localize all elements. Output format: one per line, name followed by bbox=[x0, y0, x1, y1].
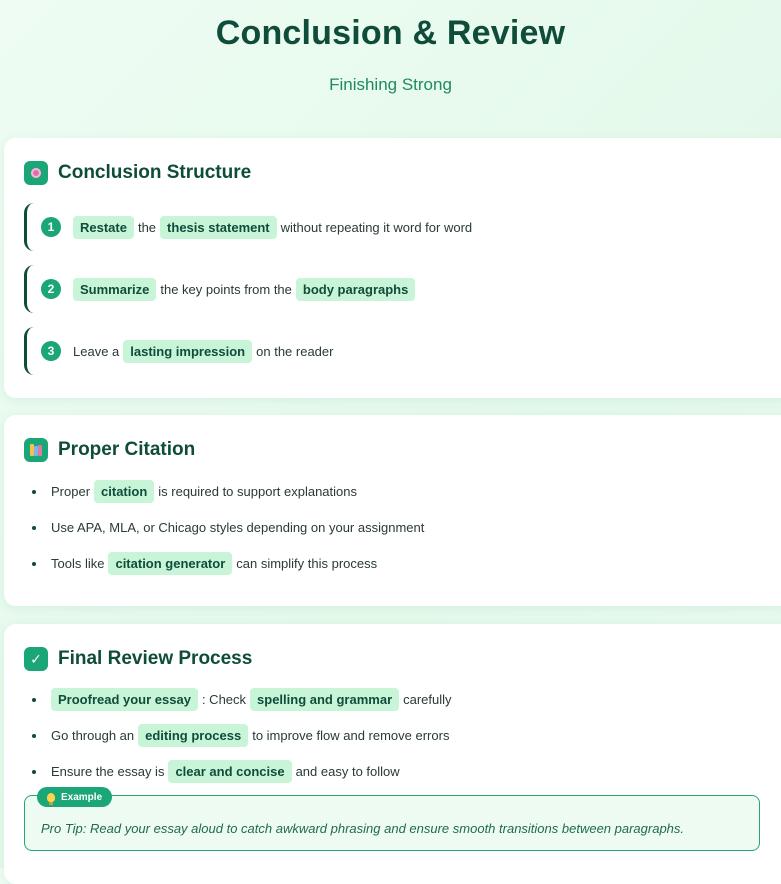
step-text: the bbox=[137, 219, 157, 235]
highlight-term: Summarize bbox=[73, 278, 156, 301]
bullet-dot bbox=[32, 490, 36, 494]
books-icon bbox=[24, 438, 48, 462]
item-text: can simplify this process bbox=[236, 555, 378, 571]
highlight-term: Restate bbox=[73, 216, 134, 239]
page-subtitle: Finishing Strong bbox=[329, 75, 452, 94]
item-text: to improve flow and remove errors bbox=[252, 727, 450, 743]
item-text: and easy to follow bbox=[295, 763, 400, 779]
section-title: Proper Citation bbox=[58, 439, 196, 460]
conclusion-structure-header bbox=[24, 160, 251, 186]
highlight-term: body paragraphs bbox=[296, 278, 415, 301]
list-item bbox=[32, 509, 424, 545]
step-text: Leave a bbox=[73, 343, 120, 359]
list-item bbox=[32, 717, 452, 753]
target-icon bbox=[24, 161, 48, 185]
item-text: Tools like bbox=[51, 555, 105, 571]
example-box bbox=[24, 791, 760, 851]
conclusion-step bbox=[24, 265, 724, 313]
section-title: Conclusion Structure bbox=[58, 162, 252, 183]
item-text: Proper bbox=[51, 483, 91, 499]
item-text: Ensure the essay is bbox=[51, 763, 165, 779]
review-list bbox=[32, 681, 452, 789]
section-title: Final Review Process bbox=[58, 648, 253, 669]
bullet-dot bbox=[32, 698, 36, 702]
highlight-term: spelling and grammar bbox=[250, 688, 399, 711]
highlight-term: citation bbox=[94, 480, 154, 503]
item-text: carefully bbox=[403, 691, 452, 707]
conclusion-structure-card bbox=[4, 138, 781, 398]
conclusion-step bbox=[24, 203, 724, 251]
list-item bbox=[32, 473, 424, 509]
highlight-term: Proofread your essay bbox=[51, 688, 198, 711]
item-text: is required to support explanations bbox=[158, 483, 357, 499]
step-number: 3 bbox=[41, 341, 61, 361]
highlight-term: clear and concise bbox=[168, 760, 291, 783]
example-text: Pro Tip: Read your essay aloud to catch awkward phrasing and ensure smooth transitions between paragraphs. bbox=[41, 821, 685, 836]
step-text: the key points from the bbox=[160, 281, 292, 297]
step-text: on the reader bbox=[256, 343, 334, 359]
step-number: 1 bbox=[41, 217, 61, 237]
bullet-dot bbox=[32, 770, 36, 774]
list-item bbox=[32, 681, 452, 717]
page-header bbox=[0, 0, 781, 130]
step-text: without repeating it word for word bbox=[280, 219, 473, 235]
conclusion-step bbox=[24, 327, 724, 375]
item-text: Use APA, MLA, or Chicago styles depending on your assignment bbox=[51, 519, 425, 535]
final-review-card bbox=[4, 624, 781, 884]
citation-list bbox=[32, 473, 424, 581]
bullet-dot bbox=[32, 734, 36, 738]
highlight-term: citation generator bbox=[108, 552, 232, 575]
final-review-header bbox=[24, 646, 252, 672]
lightbulb-icon bbox=[47, 793, 55, 802]
highlight-term: thesis statement bbox=[160, 216, 277, 239]
bullet-dot bbox=[32, 526, 36, 530]
item-text: : Check bbox=[201, 691, 247, 707]
highlight-term: editing process bbox=[138, 724, 248, 747]
example-tag-label: Example bbox=[61, 791, 103, 803]
list-item bbox=[32, 545, 424, 581]
example-tag bbox=[37, 787, 112, 807]
step-number: 2 bbox=[41, 279, 61, 299]
bullet-dot bbox=[32, 562, 36, 566]
highlight-term: lasting impression bbox=[123, 340, 252, 363]
list-item bbox=[32, 753, 452, 789]
checkmark-icon: ✓ bbox=[24, 647, 48, 671]
proper-citation-header bbox=[24, 437, 195, 463]
proper-citation-card bbox=[4, 415, 781, 606]
item-text: Go through an bbox=[51, 727, 135, 743]
page-title: Conclusion & Review bbox=[215, 14, 566, 52]
